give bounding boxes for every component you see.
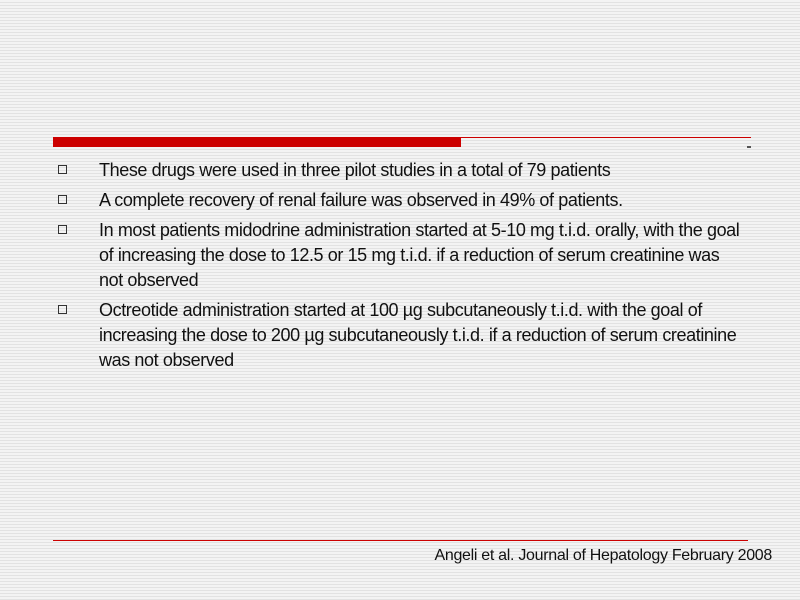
hollow-square-bullet-icon [58, 225, 67, 234]
hollow-square-bullet-icon [58, 165, 67, 174]
citation-text: Angeli et al. Journal of Hepatology February 2008 [434, 547, 772, 564]
hollow-square-bullet-icon [58, 195, 67, 204]
bullet-text: Octreotide administration started at 100 µg subcutaneously t.i.d. with the goal of increasing the dose to 200 µg subcutaneously t.i.d. if a reduction of serum creatinine was not observed [99, 300, 737, 370]
bullet-text: These drugs were used in three pilot studies in a total of 79 patients [99, 160, 611, 180]
bullet-list [56, 158, 746, 378]
title-accent-bar [53, 137, 461, 147]
bullet-item [56, 218, 746, 293]
footer-rule [53, 540, 748, 541]
bullet-text: A complete recovery of renal failure was observed in 49% of patients. [99, 190, 623, 210]
bullet-text: In most patients midodrine administration started at 5-10 mg t.i.d. orally, with the goal of increasing the dose to 12.5 or 15 mg t.i.d. if a reduction of serum creatinine was not observed [99, 220, 740, 290]
bullet-item [56, 298, 746, 373]
hollow-square-bullet-icon [58, 305, 67, 314]
title-accent-line [461, 137, 751, 138]
decorative-dot [747, 146, 751, 148]
bullet-item [56, 158, 746, 183]
bullet-item [56, 188, 746, 213]
